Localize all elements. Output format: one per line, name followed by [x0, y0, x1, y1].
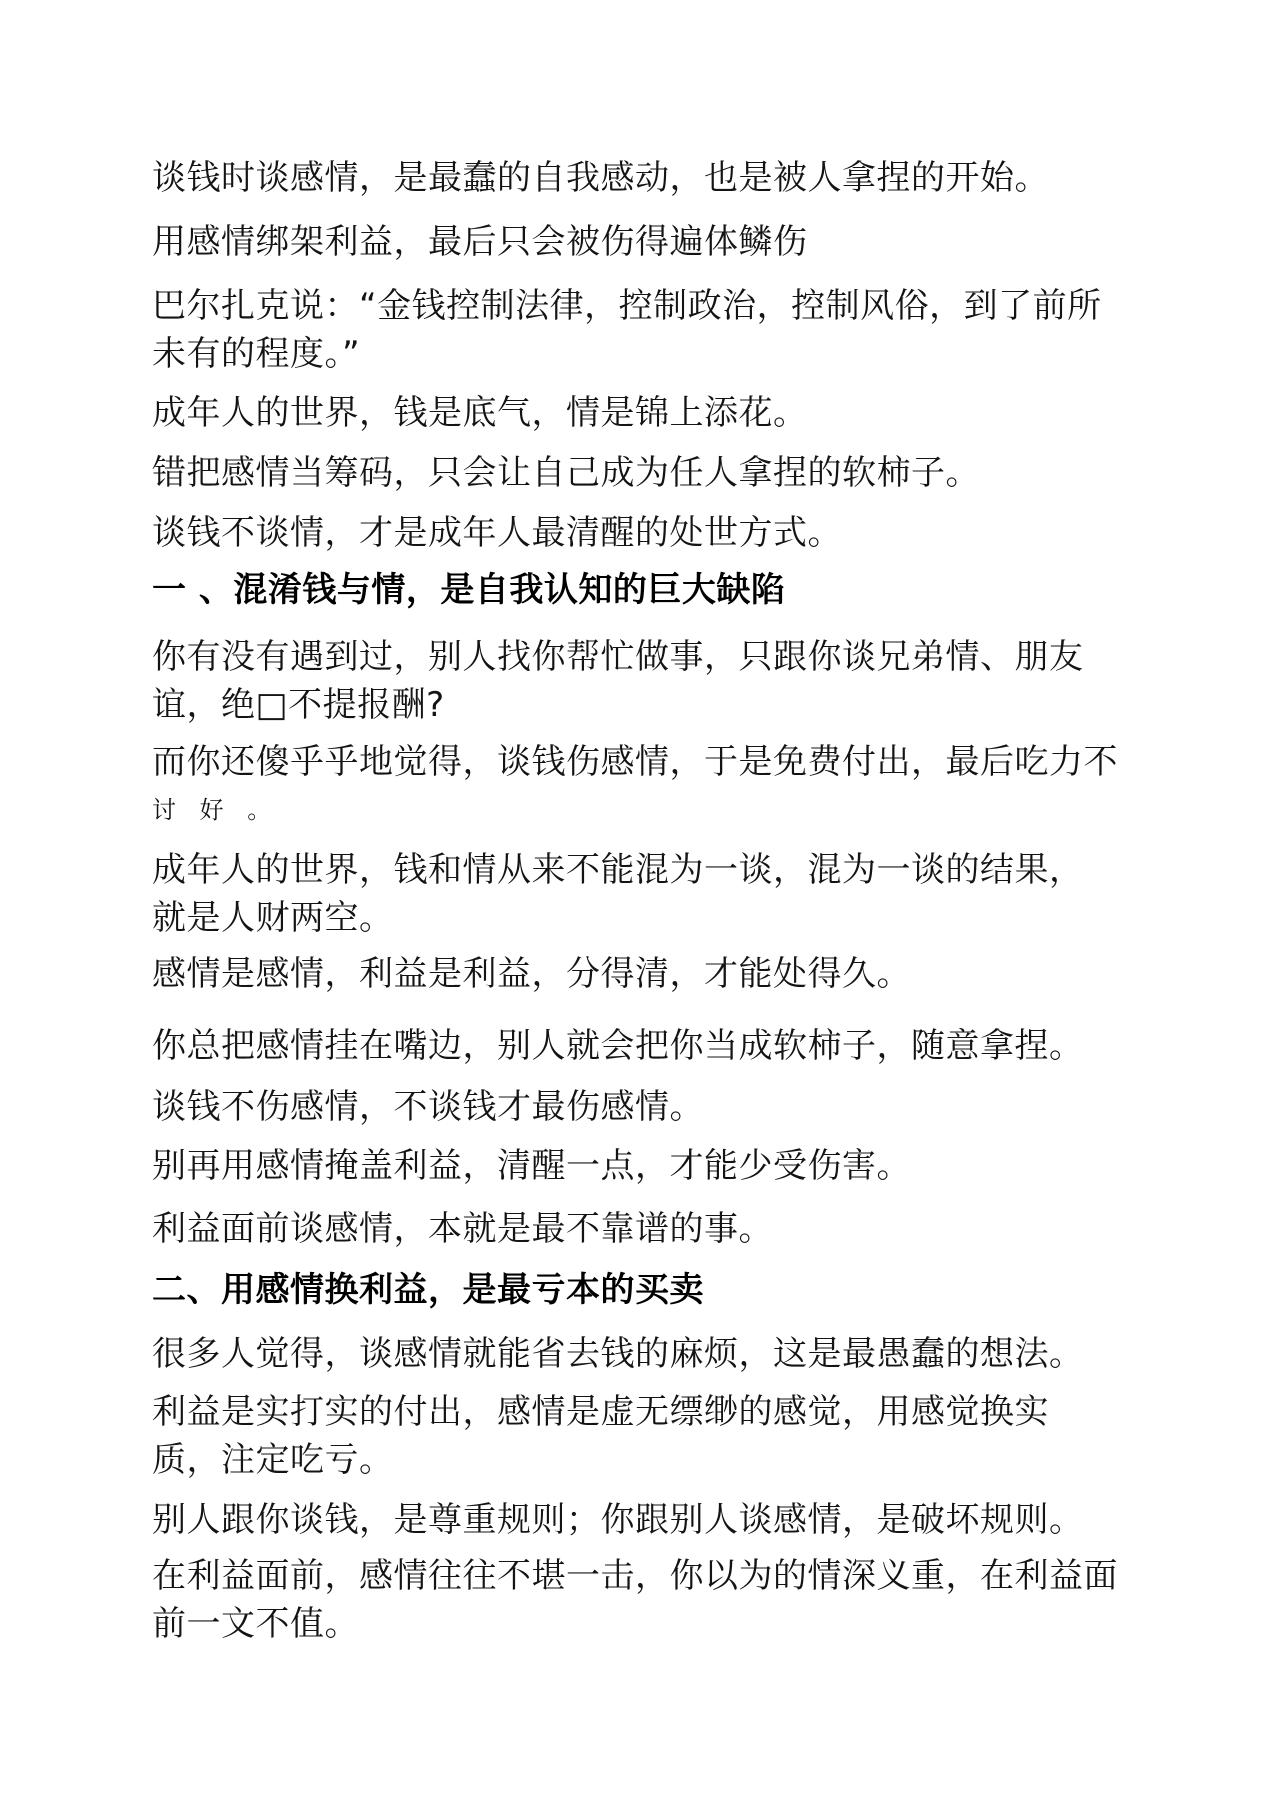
- paragraph-7: [152, 633, 1122, 729]
- paragraph-16-line-2: 质，注定吃亏。: [152, 1440, 394, 1480]
- paragraph-1: 谈钱时谈感情，是最蠢的自我感动，也是被人拿捏的开始。: [152, 158, 1049, 198]
- paragraph-5: 错把感情当筹码，只会让自己成为任人拿捏的软柿子。: [152, 453, 980, 493]
- paragraph-17: 别人跟你谈钱，是尊重规则；你跟别人谈感情，是破坏规则。: [152, 1500, 1084, 1540]
- paragraph-6: 谈钱不谈情，才是成年人最清醒的处世方式。: [152, 513, 842, 553]
- paragraph-3-line-1: 巴尔扎克说：“金钱控制法律，控制政治，控制风俗，到了前所: [152, 286, 1102, 326]
- paragraph-11: 你总把感情挂在嘴边，别人就会把你当成软柿子，随意拿捏。: [152, 1026, 1084, 1066]
- paragraph-8-line-2: 讨 好 。: [152, 796, 280, 824]
- paragraph-7-line-1: 你有没有遇到过，别人找你帮忙做事，只跟你谈兄弟情、朋友: [152, 637, 1084, 677]
- paragraph-4: 成年人的世界，钱是底气，情是锦上添花。: [152, 393, 808, 433]
- paragraph-8: [152, 738, 1122, 834]
- section-heading-1: 一 、混淆钱与情，是自我认知的巨大缺陷: [152, 570, 786, 610]
- paragraph-8-line-1: 而你还傻乎乎地觉得，谈钱伤感情，于是免费付出，最后吃力不: [152, 742, 1118, 782]
- paragraph-15: 很多人觉得，谈感情就能省去钱的麻烦，这是最愚蠢的想法。: [152, 1334, 1084, 1374]
- paragraph-12: 谈钱不伤感情，不谈钱才最伤感情。: [152, 1087, 704, 1127]
- paragraph-2: 用感情绑架利益，最后只会被伤得遍体鳞伤: [152, 222, 808, 262]
- paragraph-16-line-1: 利益是实打实的付出，感情是虚无缥缈的感觉，用感觉换实: [152, 1392, 1049, 1432]
- section-heading-2: 二、用感情换利益，是最亏本的买卖: [152, 1270, 704, 1310]
- paragraph-10: 感情是感情，利益是利益，分得清，才能处得久。: [152, 954, 911, 994]
- paragraph-14: 利益面前谈感情，本就是最不靠谱的事。: [152, 1209, 773, 1249]
- paragraph-9: [152, 846, 1122, 942]
- paragraph-18-line-1: 在利益面前，感情往往不堪一击，你以为的情深义重，在利益面: [152, 1556, 1118, 1596]
- paragraph-18-line-2: 前一文不值。: [152, 1604, 359, 1644]
- paragraph-9-line-1: 成年人的世界，钱和情从来不能混为一谈，混为一谈的结果，: [152, 850, 1084, 890]
- paragraph-13: 别再用感情掩盖利益，清醒一点，才能少受伤害。: [152, 1146, 911, 1186]
- paragraph-16: [152, 1388, 1122, 1484]
- paragraph-9-line-2: 就是人财两空。: [152, 898, 394, 938]
- paragraph-3-line-2: 未有的程度。”: [152, 334, 361, 374]
- paragraph-7-line-2: 谊，绝□不提报酬?: [152, 685, 445, 725]
- paragraph-18: [152, 1552, 1122, 1648]
- paragraph-3: [152, 282, 1122, 378]
